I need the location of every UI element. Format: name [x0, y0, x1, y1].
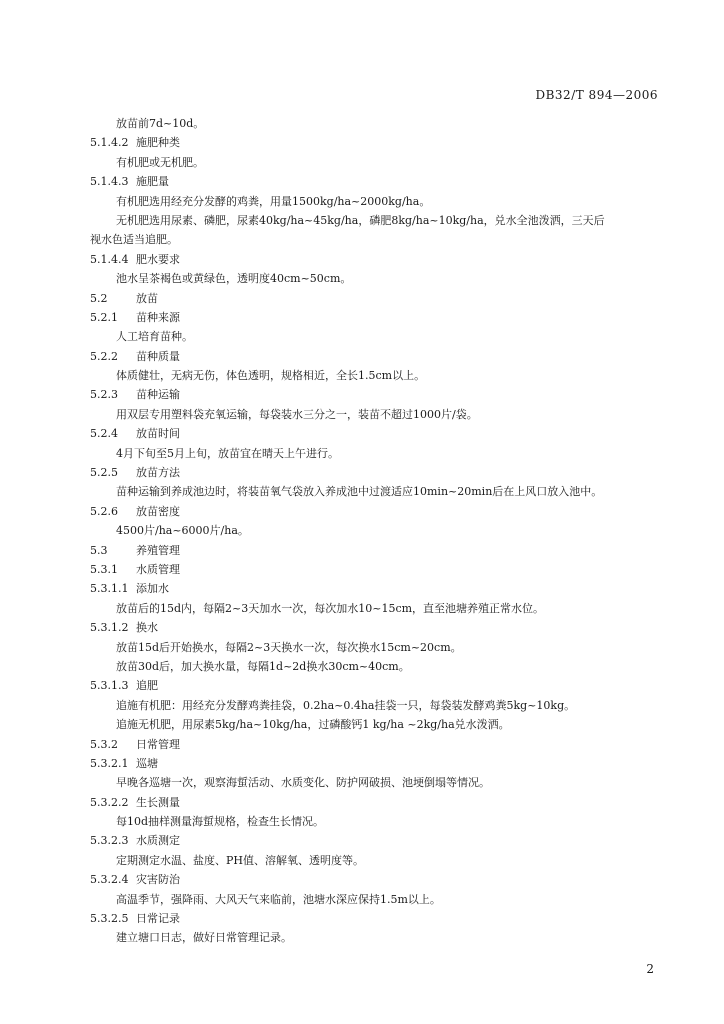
paragraph-line: 放苗15d后开始换水，每隔2~3天换水一次，每次换水15cm~20cm。 [116, 640, 462, 654]
section-number: 5.3.2.3 [90, 834, 129, 848]
section-heading [90, 909, 670, 928]
section-heading [90, 502, 670, 521]
paragraph-line: 高温季节，强降雨、大风天气来临前，池塘水深应保持1.5m以上。 [116, 892, 441, 906]
section-number: 5.3.2.5 [90, 912, 129, 926]
section-heading [90, 308, 670, 327]
document-code: DB32/T 894—2006 [535, 88, 658, 102]
document-body [90, 114, 670, 948]
section-number: 5.2 [90, 291, 108, 305]
section-title: 放苗时间 [136, 427, 180, 441]
paragraph-line: 有机肥选用经充分发酵的鸡粪，用量1500kg/ha~2000kg/ha。 [116, 194, 431, 208]
section-title: 养殖管理 [136, 543, 180, 557]
section-heading [90, 754, 670, 773]
section-heading [90, 541, 670, 560]
section-heading [90, 172, 670, 191]
section-title: 肥水要求 [136, 252, 180, 266]
section-heading [90, 133, 670, 152]
section-number: 5.3.2.4 [90, 873, 129, 887]
section-title: 水质管理 [136, 562, 180, 576]
paragraph-line: 放苗30d后，加大换水量，每隔1d~2d换水30cm~40cm。 [116, 659, 410, 673]
section-heading [90, 831, 670, 850]
section-title: 苗种质量 [136, 349, 180, 363]
section-title: 换水 [136, 621, 158, 635]
paragraph-line: 苗种运输到养成池边时，将装苗氧气袋放入养成池中过渡适应10min~20min后在上风口放入池中。 [116, 485, 603, 499]
paragraph-line: 定期测定水温、盐度、PH值、溶解氧、透明度等。 [116, 853, 364, 867]
section-number: 5.2.1 [90, 310, 118, 324]
section-heading [90, 618, 670, 637]
section-heading [90, 463, 670, 482]
paragraph-line: 有机肥或无机肥。 [116, 155, 204, 169]
section-number: 5.2.4 [90, 427, 118, 441]
section-number: 5.1.4.4 [90, 252, 129, 266]
paragraph-line: 4500片/ha~6000片/ha。 [116, 524, 249, 538]
section-heading [90, 676, 670, 695]
section-number: 5.3 [90, 543, 108, 557]
section-number: 5.2.3 [90, 388, 118, 402]
section-title: 追肥 [136, 679, 158, 693]
section-number: 5.3.2 [90, 737, 118, 751]
section-heading [90, 560, 670, 579]
section-number: 5.1.4.3 [90, 175, 129, 189]
section-heading [90, 793, 670, 812]
paragraph-line: 无机肥选用尿素、磷肥，尿素40kg/ha~45kg/ha，磷肥8kg/ha~10kg/ha，兑水全池泼洒，三天后 [116, 213, 605, 227]
section-title: 灾害防治 [136, 873, 180, 887]
section-title: 施肥量 [136, 175, 169, 189]
section-title: 施肥种类 [136, 136, 180, 150]
paragraph-line: 早晚各巡塘一次，观察海蜇活动、水质变化、防护网破损、池埂倒塌等情况。 [116, 776, 490, 790]
paragraph-line: 4月下旬至5月上旬，放苗宜在晴天上午进行。 [116, 446, 339, 460]
section-heading [90, 424, 670, 443]
paragraph-line: 建立塘口日志，做好日常管理记录。 [116, 931, 292, 945]
section-title: 巡塘 [136, 756, 158, 770]
paragraph-line: 追施有机肥：用经充分发酵鸡粪挂袋，0.2ha~0.4ha挂袋一只，每袋装发酵鸡粪5kg~10kg。 [116, 698, 576, 712]
section-number: 5.3.1.1 [90, 582, 129, 596]
section-heading [90, 870, 670, 889]
paragraph-line: 每10d抽样测量海蜇规格，检查生长情况。 [116, 815, 325, 829]
section-number: 5.1.4.2 [90, 136, 129, 150]
section-number: 5.3.2.1 [90, 756, 129, 770]
section-number: 5.3.2.2 [90, 795, 129, 809]
paragraph-line: 用双层专用塑料袋充氧运输，每袋装水三分之一，装苗不超过1000片/袋。 [116, 407, 478, 421]
section-title: 日常管理 [136, 737, 180, 751]
paragraph-line: 放苗前7d~10d。 [116, 117, 205, 130]
section-title: 放苗方法 [136, 466, 180, 480]
section-heading [90, 735, 670, 754]
section-title: 苗种运输 [136, 388, 180, 402]
paragraph-line: 视水色适当追肥。 [90, 233, 178, 247]
section-heading [90, 250, 670, 269]
section-title: 生长测量 [136, 795, 180, 809]
paragraph-line: 人工培育苗种。 [116, 330, 193, 344]
section-heading [90, 347, 670, 366]
section-title: 水质测定 [136, 834, 180, 848]
section-title: 放苗密度 [136, 504, 180, 518]
section-number: 5.3.1.3 [90, 679, 129, 693]
paragraph-line: 体质健壮，无病无伤，体色透明，规格相近，全长1.5cm以上。 [116, 369, 426, 383]
section-title: 苗种来源 [136, 310, 180, 324]
paragraph-line: 追施无机肥，用尿素5kg/ha~10kg/ha，过磷酸钙1 kg/ha ~2kg/ha兑水泼洒。 [116, 718, 510, 732]
section-number: 5.2.2 [90, 349, 118, 363]
page-number: 2 [646, 962, 654, 976]
section-heading [90, 579, 670, 598]
section-number: 5.2.5 [90, 466, 118, 480]
paragraph-line: 放苗后的15d内，每隔2~3天加水一次，每次加水10~15cm，直至池塘养殖正常水位。 [116, 601, 545, 615]
paragraph-line: 池水呈茶褐色或黄绿色，透明度40cm~50cm。 [116, 272, 352, 286]
section-number: 5.2.6 [90, 504, 118, 518]
section-title: 放苗 [136, 291, 158, 305]
section-heading [90, 289, 670, 308]
section-number: 5.3.1 [90, 562, 118, 576]
section-number: 5.3.1.2 [90, 621, 129, 635]
section-heading [90, 385, 670, 404]
section-title: 日常记录 [136, 912, 180, 926]
section-title: 添加水 [136, 582, 169, 596]
